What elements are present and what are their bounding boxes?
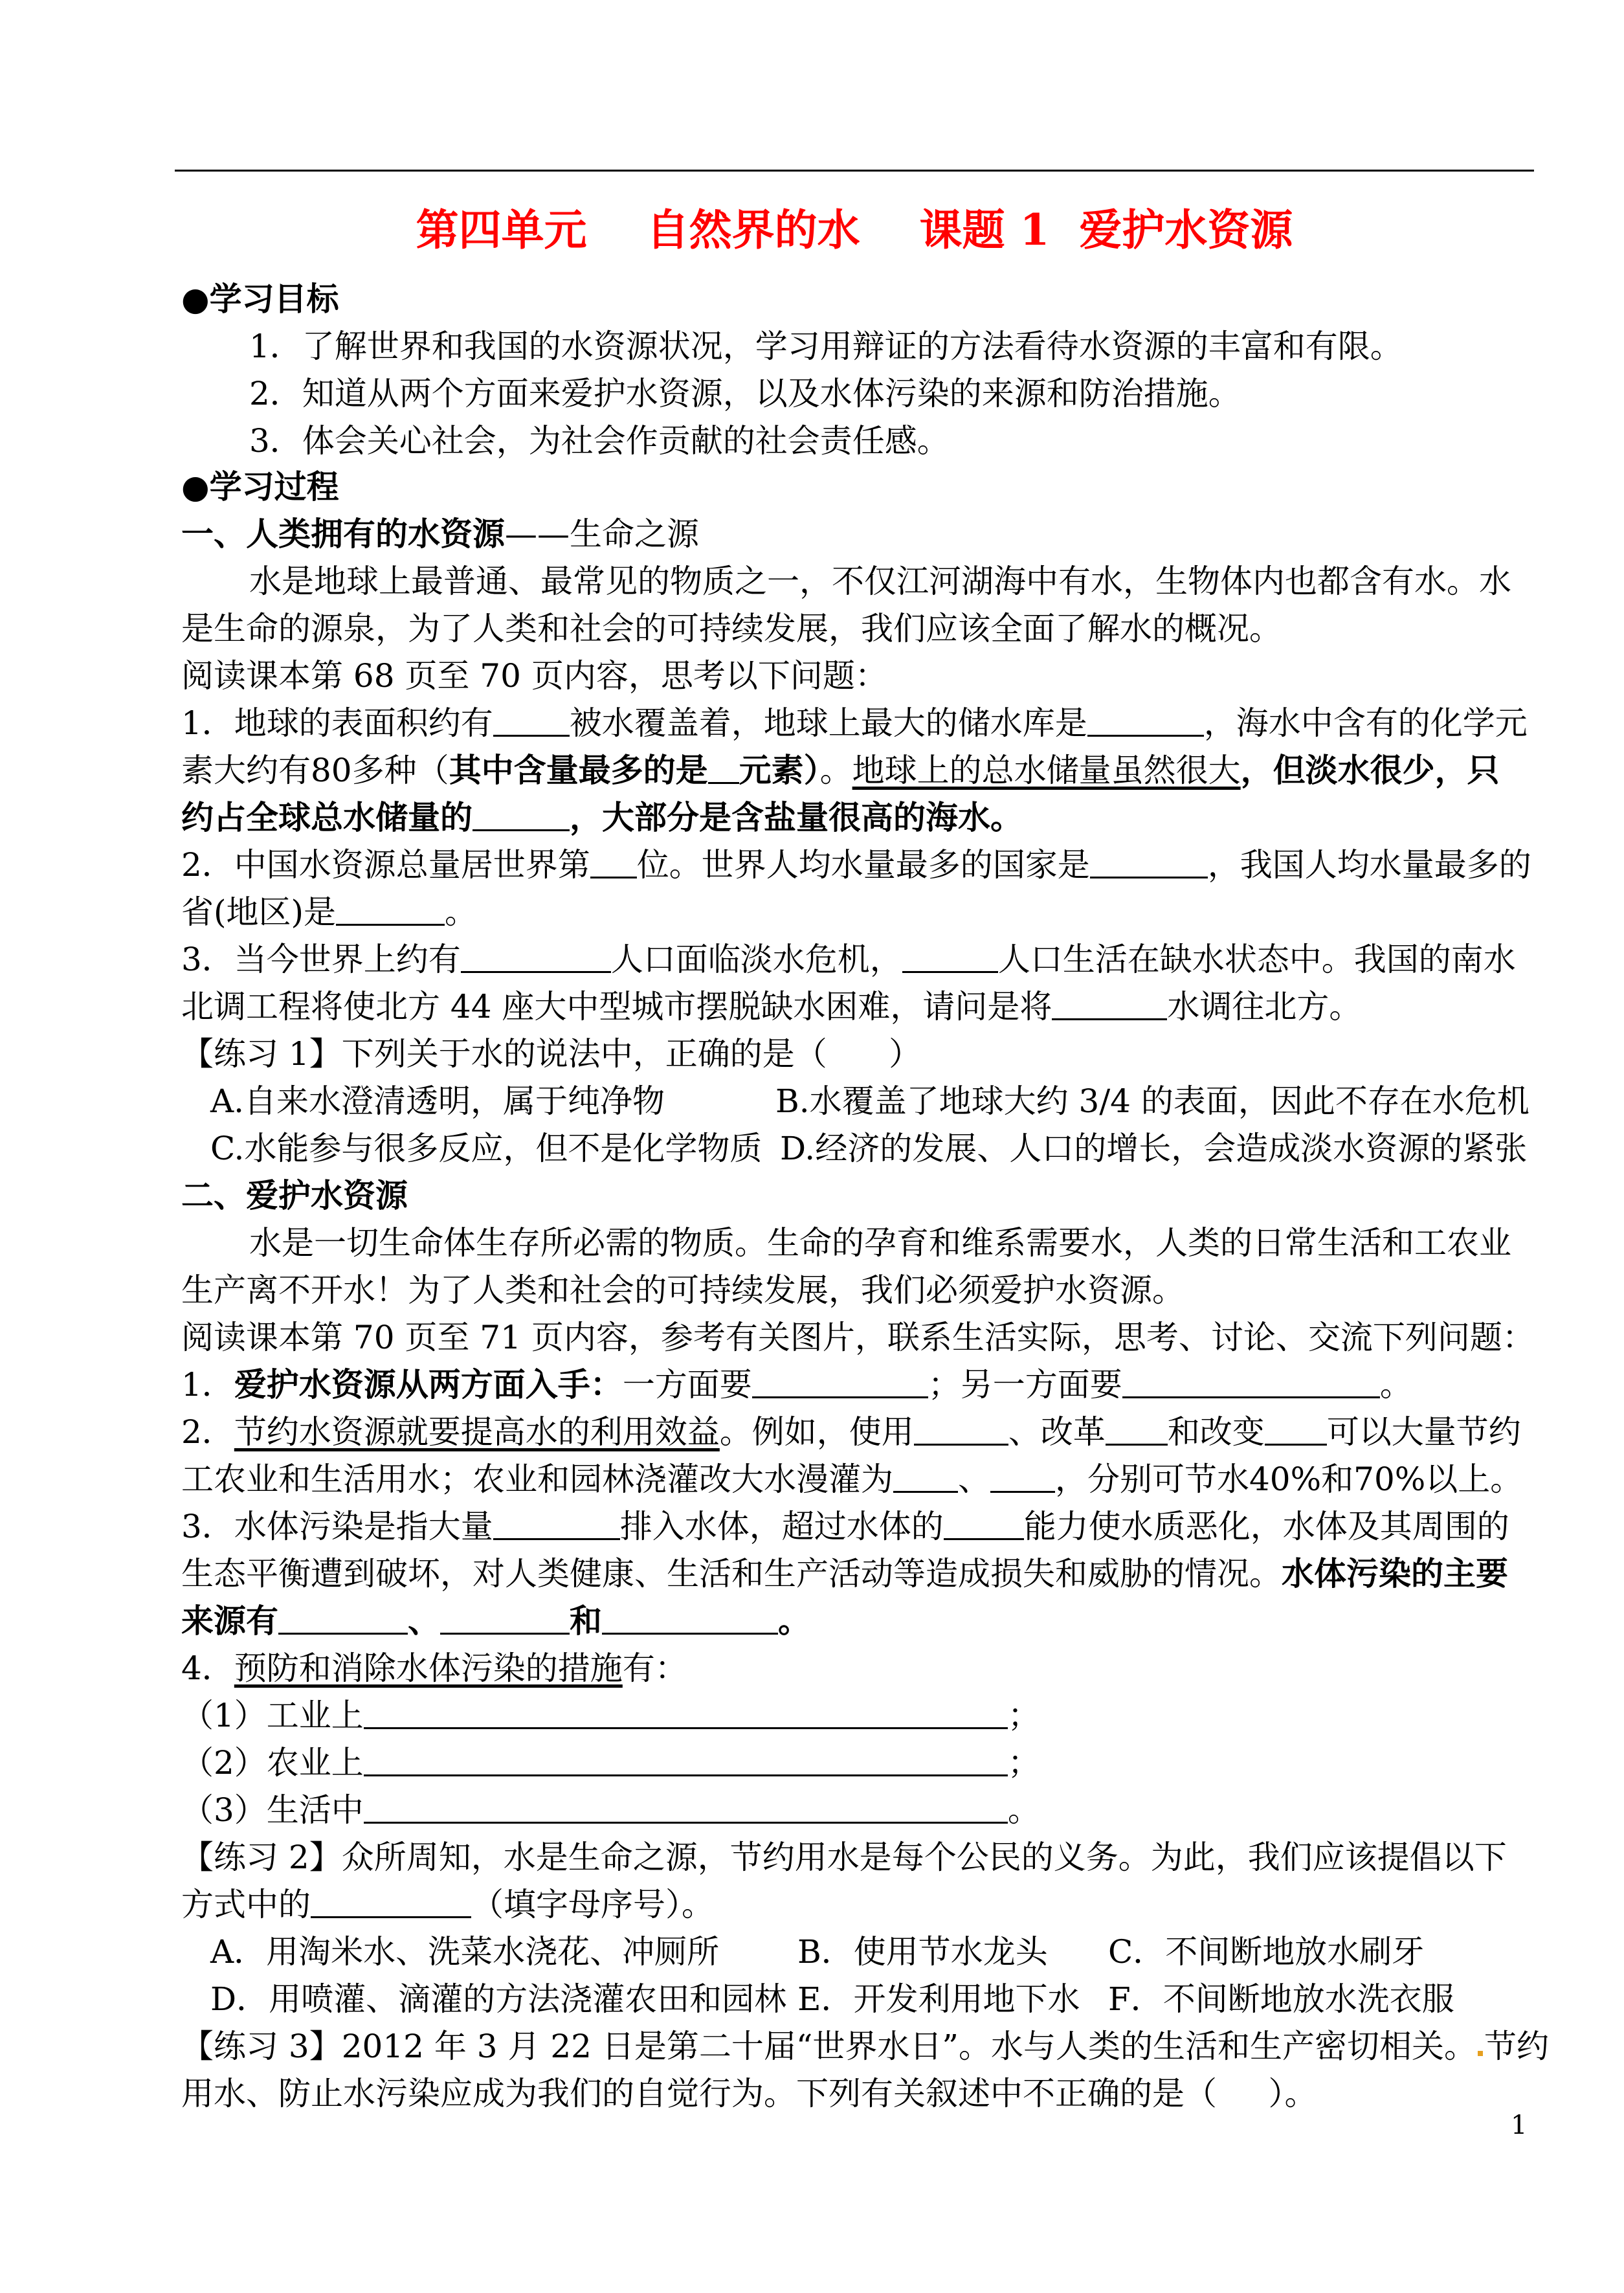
text: ，但淡水很少，只 (1240, 751, 1500, 789)
section1-heading (181, 515, 1541, 554)
section1-intro-line1: 水是地球上最普通、最常见的物质之一，不仅江河湖海中有水，生物体内也都含有水。水 (249, 563, 1511, 600)
text: 和改变 (1167, 1413, 1265, 1451)
answer-blank[interactable] (278, 1604, 408, 1635)
text: 。 (778, 1602, 810, 1640)
text: 有： (622, 1650, 687, 1687)
answer-blank[interactable] (1087, 706, 1204, 737)
text: 、 (958, 1460, 990, 1498)
exercise-1-option-A[interactable]: A.自来水澄清透明，属于纯净物 (210, 1082, 665, 1120)
underlined-text: 地球上的总水储量虽然很大 (852, 752, 1241, 789)
s1-question-2-line2 (181, 893, 1541, 932)
text: ； (1007, 1744, 1040, 1782)
page-title: 第四单元 自然界的水 课题 1 爱护水资源 (416, 205, 1293, 255)
text: ； (1007, 1697, 1040, 1734)
section1-read-instruction: 阅读课本第 68 页至 70 页内容，思考以下问题： (181, 657, 887, 695)
text: （2）农业上 (181, 1744, 364, 1782)
answer-blank[interactable] (914, 1415, 1008, 1446)
exercise-2-option-A[interactable]: A．用淘米水、洗菜水浇花、冲厕所 (210, 1933, 720, 1971)
measure-agriculture (181, 1743, 1541, 1782)
answer-blank[interactable] (364, 1746, 1008, 1776)
answer-blank[interactable] (1052, 990, 1167, 1020)
section2-intro-line2: 生产离不开水！为了人类和社会的可持续发展，我们必须爱护水资源。 (181, 1271, 1185, 1309)
s2-question-3-line2 (181, 1554, 1541, 1593)
answer-blank[interactable] (752, 1368, 928, 1398)
text: ，分别可节水40%和70%以上。 (1055, 1460, 1523, 1498)
answer-blank[interactable] (1106, 1415, 1168, 1446)
text: 、改革 (1008, 1413, 1106, 1451)
text: 4． (181, 1650, 234, 1687)
exercise-2-option-B[interactable]: B．使用节水龙头 (797, 1933, 1048, 1971)
text: （填字母序号）。 (471, 1886, 714, 1923)
exercise-2-option-C[interactable]: C．不间断地放水刷牙 (1108, 1933, 1425, 1971)
exercise-1-option-B[interactable]: B.水覆盖了地球大约 3/4 的表面，因此不存在水危机 (775, 1082, 1529, 1120)
s1-question-3-line2 (181, 987, 1541, 1026)
text: （3）生活中 (181, 1791, 364, 1829)
answer-blank[interactable] (336, 895, 445, 926)
answer-blank[interactable] (311, 1888, 471, 1918)
exercise-2-stem-line2 (181, 1885, 1541, 1924)
answer-blank[interactable] (990, 1462, 1055, 1493)
objective-item-2: 2．知道从两个方面来爱护水资源，以及水体污染的来源和防治措施。 (249, 375, 1241, 412)
text: 3．水体污染是指大量 (181, 1508, 493, 1545)
text: 元素） (739, 751, 820, 789)
objective-item-3: 3．体会关心社会，为社会作贡献的社会责任感。 (249, 422, 950, 460)
measure-industry (181, 1696, 1541, 1735)
text: 1． (181, 1366, 234, 1404)
answer-blank[interactable] (493, 706, 570, 737)
answer-blank[interactable] (1090, 848, 1208, 878)
text: 位。世界人均水量最多的国家是 (636, 846, 1090, 884)
s2-question-1 (181, 1365, 1541, 1404)
section1-heading-main: 一、人类拥有的水资源 (181, 515, 505, 553)
text: ，海水中含有的化学元 (1203, 704, 1528, 742)
exercise-2-option-D[interactable]: D．用喷灌、滴灌的方法浇灌农田和园林 (210, 1980, 787, 2018)
s2-question-2-line1 (181, 1413, 1541, 1451)
s1-question-2-line1 (181, 845, 1541, 884)
text: 节约 (1484, 2028, 1549, 2065)
exercise-3-stem-line1 (181, 2027, 1549, 2066)
answer-blank[interactable] (1122, 1368, 1380, 1398)
objective-item-1: 1．了解世界和我国的水资源状况，学习用辩证的方法看待水资源的丰富和有限。 (249, 328, 1403, 365)
header-rule (175, 170, 1534, 172)
text: 和 (570, 1602, 602, 1640)
process-heading: ●学习过程 (181, 467, 339, 506)
text: ，我国人均水量最多的 (1207, 846, 1531, 884)
answer-blank[interactable] (461, 943, 611, 973)
exercise-2-stem-line1: 【练习 2】众所周知，水是生命之源，节约用水是每个公民的义务。为此，我们应该提倡以下 (181, 1839, 1507, 1876)
text: 。 (445, 893, 478, 931)
section2-heading: 二、爱护水资源 (181, 1176, 408, 1214)
underlined-text: 节约水资源就要提高水的利用效益 (234, 1413, 720, 1451)
text: 3．当今世界上约有 (181, 941, 461, 978)
text: 人口生活在缺水状态中。我国的南水 (997, 941, 1516, 978)
s1-question-1-line1 (181, 704, 1541, 743)
answer-blank[interactable] (364, 1793, 1008, 1824)
answer-blank[interactable] (893, 1462, 958, 1493)
text: ；另一方面要 (928, 1366, 1122, 1404)
text: 1．地球的表面积约有 (181, 704, 493, 742)
text: 【练习 3】2012 年 3 月 22 日是第二十届“世界水日”。水与人类的生活和生产密切相关。 (181, 2028, 1476, 2065)
text: 能力使水质恶化，水体及其周围的 (1023, 1508, 1509, 1545)
text: 北调工程将使北方 44 座大中型城市摆脱缺水困难，请问是将 (181, 988, 1052, 1025)
text: 。 (1007, 1791, 1040, 1829)
section2-read-instruction: 阅读课本第 70 页至 71 页内容，参考有关图片，联系生活实际，思考、讨论、交流下列问题： (181, 1319, 1535, 1356)
s1-question-1-line3 (181, 798, 1541, 837)
text: 、 (408, 1602, 440, 1640)
answer-blank[interactable] (493, 1510, 620, 1540)
section1-heading-tail: ——生命之源 (505, 515, 699, 553)
section1-intro-line2: 是生命的源泉，为了人类和社会的可持续发展，我们应该全面了解水的概况。 (181, 610, 1282, 647)
text: 水体污染的主要 (1282, 1554, 1508, 1593)
text: 一方面要 (622, 1366, 752, 1404)
exercise-2-option-E[interactable]: E．开发利用地下水 (797, 1980, 1080, 2018)
exercise-1-option-C[interactable]: C.水能参与很多反应，但不是化学物质 (210, 1130, 762, 1167)
text: 生态平衡遭到破坏，对人类健康、生活和生产活动等造成损失和威胁的情况。 (181, 1555, 1282, 1593)
text: 可以大量节约 (1326, 1413, 1521, 1451)
exercise-3-stem-line2: 用水、防止水污染应成为我们的自觉行为。下列有关叙述中不正确的是（ ）。 (181, 2075, 1317, 2112)
answer-blank[interactable] (1265, 1415, 1327, 1446)
text: 工农业和生活用水；农业和园林浇灌改大水漫灌为 (181, 1460, 893, 1498)
text: 被水覆盖着，地球上最大的储水库是 (569, 704, 1087, 742)
answer-blank[interactable] (902, 943, 998, 973)
section2-intro-line1: 水是一切生命体生存所必需的物质。生命的孕育和维系需要水，人类的日常生活和工农业 (249, 1224, 1511, 1262)
text: 其中含量最多的是 (449, 751, 708, 789)
answer-blank[interactable] (602, 1604, 778, 1635)
text: 。 (1379, 1366, 1412, 1404)
page-number: 1 (1511, 2110, 1528, 2140)
s2-question-2-line2 (181, 1460, 1541, 1499)
s2-question-3-line1 (181, 1507, 1541, 1546)
answer-blank[interactable] (944, 1510, 1024, 1540)
text: 来源有 (181, 1602, 278, 1640)
answer-blank[interactable] (708, 754, 739, 784)
text: 素大约有80多种（ (181, 752, 449, 789)
text: 。 (819, 752, 852, 789)
text: 约占全球总水储量的 (181, 798, 473, 836)
underlined-text: 预防和消除水体污染的措施 (234, 1650, 623, 1687)
text: 2． (181, 1413, 234, 1451)
measure-daily-life (181, 1791, 1541, 1829)
text: 2．中国水资源总量居世界第 (181, 846, 590, 884)
text: 水调往北方。 (1167, 988, 1362, 1025)
text: 排入水体，超过水体的 (619, 1508, 944, 1545)
s2-question-3-line3 (181, 1602, 1541, 1640)
text: ，大部分是含盐量很高的海水。 (570, 798, 1023, 836)
s1-question-1-line2 (181, 751, 1541, 790)
answer-blank[interactable] (590, 848, 637, 878)
answer-blank[interactable] (364, 1699, 1008, 1729)
answer-blank[interactable] (473, 801, 570, 831)
orange-dot-icon (1478, 2051, 1483, 2056)
s1-question-3-line1 (181, 940, 1541, 979)
text: 。例如，使用 (719, 1413, 914, 1451)
answer-blank[interactable] (440, 1604, 570, 1635)
exercise-1-option-D[interactable]: D.经济的发展、人口的增长，会造成淡水资源的紧张 (780, 1130, 1528, 1167)
s2-question-4 (181, 1649, 1541, 1688)
text: 方式中的 (181, 1886, 311, 1923)
objectives-heading: ●学习目标 (181, 280, 339, 318)
exercise-1-stem: 【练习 1】下列关于水的说法中，正确的是（ ） (181, 1035, 922, 1073)
text: 人口面临淡水危机， (610, 941, 902, 978)
text: 省(地区)是 (181, 893, 337, 931)
text: 爱护水资源从两方面入手： (234, 1365, 623, 1404)
text: （1）工业上 (181, 1697, 364, 1734)
exercise-2-option-F[interactable]: F．不间断地放水洗衣服 (1108, 1980, 1454, 2018)
